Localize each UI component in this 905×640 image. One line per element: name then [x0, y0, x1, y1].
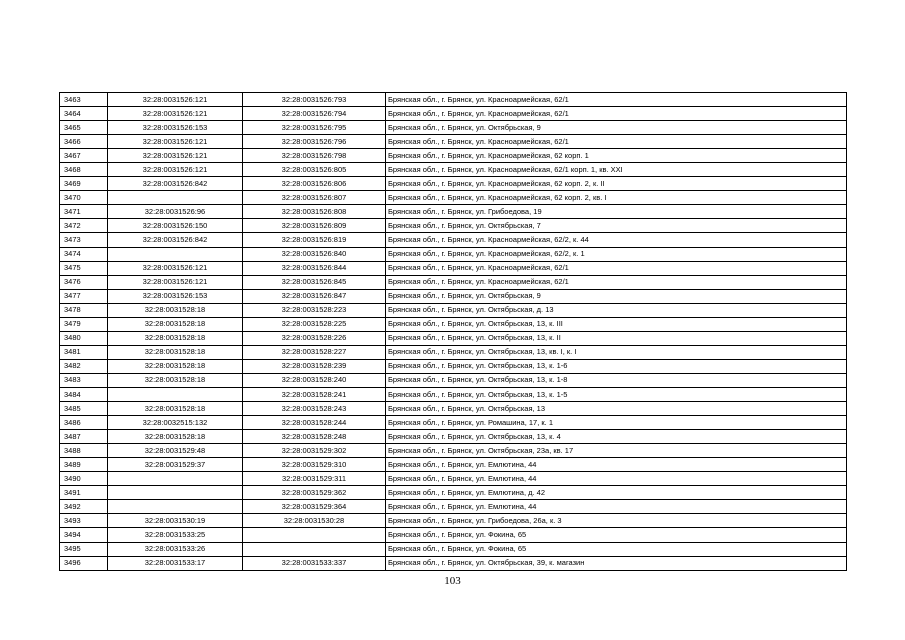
parcel-number-cell: 32:28:0032515:132	[108, 416, 243, 430]
parcel-number-cell: 32:28:0031526:121	[108, 261, 243, 275]
parcel-number-cell: 32:28:0031526:121	[108, 93, 243, 107]
address-cell: Брянская обл., г. Брянск, ул. Красноармейская, 62/1	[386, 107, 847, 121]
table-row	[60, 458, 847, 472]
row-number-cell: 3496	[60, 556, 108, 570]
table-row	[60, 247, 847, 261]
row-number-cell: 3482	[60, 359, 108, 373]
object-number-cell: 32:28:0031526:806	[243, 177, 386, 191]
object-number-cell: 32:28:0031526:845	[243, 275, 386, 289]
address-cell: Брянская обл., г. Брянск, ул. Красноармейская, 62 корп. 2, кв. I	[386, 191, 847, 205]
address-cell: Брянская обл., г. Брянск, ул. Красноармейская, 62 корп. 2, к. II	[386, 177, 847, 191]
object-number-cell	[243, 542, 386, 556]
parcel-number-cell	[108, 191, 243, 205]
parcel-number-cell	[108, 486, 243, 500]
row-number-cell: 3464	[60, 107, 108, 121]
object-number-cell: 32:28:0031526:844	[243, 261, 386, 275]
object-number-cell: 32:28:0031528:239	[243, 359, 386, 373]
table-row	[60, 402, 847, 416]
object-number-cell: 32:28:0031528:226	[243, 331, 386, 345]
table-row	[60, 107, 847, 121]
row-number-cell: 3488	[60, 444, 108, 458]
parcel-number-cell	[108, 387, 243, 401]
address-cell: Брянская обл., г. Брянск, ул. Октябрьская, 9	[386, 289, 847, 303]
parcel-number-cell: 32:28:0031526:842	[108, 233, 243, 247]
object-number-cell: 32:28:0031526:808	[243, 205, 386, 219]
object-number-cell: 32:28:0031529:362	[243, 486, 386, 500]
row-number-cell: 3469	[60, 177, 108, 191]
parcel-number-cell: 32:28:0031529:48	[108, 444, 243, 458]
table-row	[60, 359, 847, 373]
row-number-cell: 3474	[60, 247, 108, 261]
object-number-cell: 32:28:0031528:223	[243, 303, 386, 317]
row-number-cell: 3484	[60, 387, 108, 401]
address-cell: Брянская обл., г. Брянск, ул. Красноармейская, 62/1	[386, 93, 847, 107]
parcel-number-cell: 32:28:0031526:842	[108, 177, 243, 191]
object-number-cell: 32:28:0031526:796	[243, 135, 386, 149]
address-cell: Брянская обл., г. Брянск, ул. Октябрьская, 23а, кв. 17	[386, 444, 847, 458]
table-row	[60, 345, 847, 359]
table-row	[60, 191, 847, 205]
table-row	[60, 289, 847, 303]
parcel-number-cell	[108, 247, 243, 261]
object-number-cell: 32:28:0031529:311	[243, 472, 386, 486]
row-number-cell: 3468	[60, 163, 108, 177]
address-cell: Брянская обл., г. Брянск, ул. Октябрьская, 13, к. 4	[386, 430, 847, 444]
row-number-cell: 3478	[60, 303, 108, 317]
parcel-number-cell: 32:28:0031526:121	[108, 163, 243, 177]
parcel-number-cell: 32:28:0031528:18	[108, 303, 243, 317]
parcel-number-cell: 32:28:0031526:150	[108, 219, 243, 233]
row-number-cell: 3486	[60, 416, 108, 430]
address-cell: Брянская обл., г. Брянск, ул. Емлютина, д. 42	[386, 486, 847, 500]
row-number-cell: 3494	[60, 528, 108, 542]
table-row	[60, 444, 847, 458]
row-number-cell: 3493	[60, 514, 108, 528]
parcel-number-cell: 32:28:0031526:121	[108, 107, 243, 121]
parcel-number-cell: 32:28:0031528:18	[108, 359, 243, 373]
object-number-cell: 32:28:0031533:337	[243, 556, 386, 570]
parcel-number-cell: 32:28:0031528:18	[108, 331, 243, 345]
table-row	[60, 275, 847, 289]
address-cell: Брянская обл., г. Брянск, ул. Октябрьская, 13, к. III	[386, 317, 847, 331]
row-number-cell: 3495	[60, 542, 108, 556]
address-cell: Брянская обл., г. Брянск, ул. Красноармейская, 62/2, к. 44	[386, 233, 847, 247]
table-row	[60, 205, 847, 219]
address-cell: Брянская обл., г. Брянск, ул. Емлютина, 44	[386, 500, 847, 514]
parcel-number-cell: 32:28:0031533:25	[108, 528, 243, 542]
cadastral-table	[59, 92, 847, 571]
object-number-cell: 32:28:0031528:243	[243, 402, 386, 416]
address-cell: Брянская обл., г. Брянск, ул. Октябрьская, 9	[386, 121, 847, 135]
address-cell: Брянская обл., г. Брянск, ул. Октябрьская, 13, кв. I, к. I	[386, 345, 847, 359]
table-row	[60, 149, 847, 163]
address-cell: Брянская обл., г. Брянск, ул. Октябрьская, 13, к. 1-8	[386, 373, 847, 387]
address-cell: Брянская обл., г. Брянск, ул. Октябрьская, 13, к. II	[386, 331, 847, 345]
object-number-cell: 32:28:0031526:840	[243, 247, 386, 261]
table-row	[60, 331, 847, 345]
object-number-cell: 32:28:0031526:793	[243, 93, 386, 107]
address-cell: Брянская обл., г. Брянск, ул. Октябрьская, 13, к. 1-6	[386, 359, 847, 373]
address-cell: Брянская обл., г. Брянск, ул. Ромашина, 17, к. 1	[386, 416, 847, 430]
row-number-cell: 3476	[60, 275, 108, 289]
table-body	[60, 93, 847, 571]
row-number-cell: 3475	[60, 261, 108, 275]
parcel-number-cell: 32:28:0031529:37	[108, 458, 243, 472]
parcel-number-cell: 32:28:0031526:121	[108, 149, 243, 163]
parcel-number-cell: 32:28:0031528:18	[108, 402, 243, 416]
parcel-number-cell: 32:28:0031528:18	[108, 317, 243, 331]
table-row	[60, 233, 847, 247]
table-row	[60, 93, 847, 107]
row-number-cell: 3465	[60, 121, 108, 135]
table-row	[60, 556, 847, 570]
row-number-cell: 3467	[60, 149, 108, 163]
address-cell: Брянская обл., г. Брянск, ул. Красноармейская, 62/1	[386, 275, 847, 289]
parcel-number-cell: 32:28:0031528:18	[108, 345, 243, 359]
object-number-cell: 32:28:0031528:248	[243, 430, 386, 444]
object-number-cell: 32:28:0031526:805	[243, 163, 386, 177]
table-row	[60, 387, 847, 401]
address-cell: Брянская обл., г. Брянск, ул. Емлютина, 44	[386, 472, 847, 486]
address-cell: Брянская обл., г. Брянск, ул. Красноармейская, 62/2, к. 1	[386, 247, 847, 261]
parcel-number-cell: 32:28:0031528:18	[108, 373, 243, 387]
row-number-cell: 3463	[60, 93, 108, 107]
parcel-number-cell: 32:28:0031533:17	[108, 556, 243, 570]
object-number-cell: 32:28:0031526:807	[243, 191, 386, 205]
object-number-cell: 32:28:0031528:241	[243, 387, 386, 401]
object-number-cell: 32:28:0031529:310	[243, 458, 386, 472]
object-number-cell: 32:28:0031528:225	[243, 317, 386, 331]
address-cell: Брянская обл., г. Брянск, ул. Октябрьская, 7	[386, 219, 847, 233]
row-number-cell: 3480	[60, 331, 108, 345]
row-number-cell: 3492	[60, 500, 108, 514]
address-cell: Брянская обл., г. Брянск, ул. Красноармейская, 62 корп. 1	[386, 149, 847, 163]
address-cell: Брянская обл., г. Брянск, ул. Октябрьская, 13	[386, 402, 847, 416]
address-cell: Брянская обл., г. Брянск, ул. Емлютина, 44	[386, 458, 847, 472]
row-number-cell: 3485	[60, 402, 108, 416]
object-number-cell: 32:28:0031526:794	[243, 107, 386, 121]
parcel-number-cell	[108, 500, 243, 514]
table-row	[60, 135, 847, 149]
object-number-cell: 32:28:0031528:240	[243, 373, 386, 387]
address-cell: Брянская обл., г. Брянск, ул. Октябрьская, 39, к. магазин	[386, 556, 847, 570]
address-cell: Брянская обл., г. Брянск, ул. Октябрьская, 13, к. 1-5	[386, 387, 847, 401]
parcel-number-cell: 32:28:0031528:18	[108, 430, 243, 444]
row-number-cell: 3487	[60, 430, 108, 444]
parcel-number-cell: 32:28:0031526:121	[108, 135, 243, 149]
address-cell: Брянская обл., г. Брянск, ул. Красноармейская, 62/1	[386, 261, 847, 275]
table-row	[60, 486, 847, 500]
address-cell: Брянская обл., г. Брянск, ул. Грибоедова, 19	[386, 205, 847, 219]
object-number-cell: 32:28:0031529:364	[243, 500, 386, 514]
row-number-cell: 3473	[60, 233, 108, 247]
parcel-number-cell: 32:28:0031526:96	[108, 205, 243, 219]
row-number-cell: 3477	[60, 289, 108, 303]
address-cell: Брянская обл., г. Брянск, ул. Фокина, 65	[386, 528, 847, 542]
row-number-cell: 3489	[60, 458, 108, 472]
parcel-number-cell: 32:28:0031526:153	[108, 121, 243, 135]
object-number-cell: 32:28:0031526:798	[243, 149, 386, 163]
table-row	[60, 121, 847, 135]
object-number-cell: 32:28:0031528:244	[243, 416, 386, 430]
address-cell: Брянская обл., г. Брянск, ул. Красноармейская, 62/1	[386, 135, 847, 149]
table-row	[60, 373, 847, 387]
row-number-cell: 3481	[60, 345, 108, 359]
row-number-cell: 3471	[60, 205, 108, 219]
table-row	[60, 317, 847, 331]
row-number-cell: 3490	[60, 472, 108, 486]
table-row	[60, 542, 847, 556]
object-number-cell	[243, 528, 386, 542]
object-number-cell: 32:28:0031528:227	[243, 345, 386, 359]
row-number-cell: 3479	[60, 317, 108, 331]
table-row	[60, 500, 847, 514]
parcel-number-cell: 32:28:0031526:153	[108, 289, 243, 303]
table-row	[60, 416, 847, 430]
table-row	[60, 514, 847, 528]
object-number-cell: 32:28:0031526:847	[243, 289, 386, 303]
table-row	[60, 430, 847, 444]
table-row	[60, 219, 847, 233]
row-number-cell: 3470	[60, 191, 108, 205]
object-number-cell: 32:28:0031529:302	[243, 444, 386, 458]
parcel-number-cell	[108, 472, 243, 486]
address-cell: Брянская обл., г. Брянск, ул. Красноармейская, 62/1 корп. 1, кв. XXI	[386, 163, 847, 177]
page-number: 103	[444, 575, 461, 587]
object-number-cell: 32:28:0031526:809	[243, 219, 386, 233]
row-number-cell: 3491	[60, 486, 108, 500]
table-row	[60, 528, 847, 542]
object-number-cell: 32:28:0031530:28	[243, 514, 386, 528]
table-row	[60, 303, 847, 317]
table-row	[60, 163, 847, 177]
object-number-cell: 32:28:0031526:819	[243, 233, 386, 247]
parcel-number-cell: 32:28:0031533:26	[108, 542, 243, 556]
table-row	[60, 472, 847, 486]
address-cell: Брянская обл., г. Брянск, ул. Октябрьская, д. 13	[386, 303, 847, 317]
row-number-cell: 3472	[60, 219, 108, 233]
row-number-cell: 3483	[60, 373, 108, 387]
parcel-number-cell: 32:28:0031530:19	[108, 514, 243, 528]
row-number-cell: 3466	[60, 135, 108, 149]
parcel-number-cell: 32:28:0031526:121	[108, 275, 243, 289]
address-cell: Брянская обл., г. Брянск, ул. Грибоедова, 26а, к. 3	[386, 514, 847, 528]
table-row	[60, 177, 847, 191]
address-cell: Брянская обл., г. Брянск, ул. Фокина, 65	[386, 542, 847, 556]
table-row	[60, 261, 847, 275]
object-number-cell: 32:28:0031526:795	[243, 121, 386, 135]
